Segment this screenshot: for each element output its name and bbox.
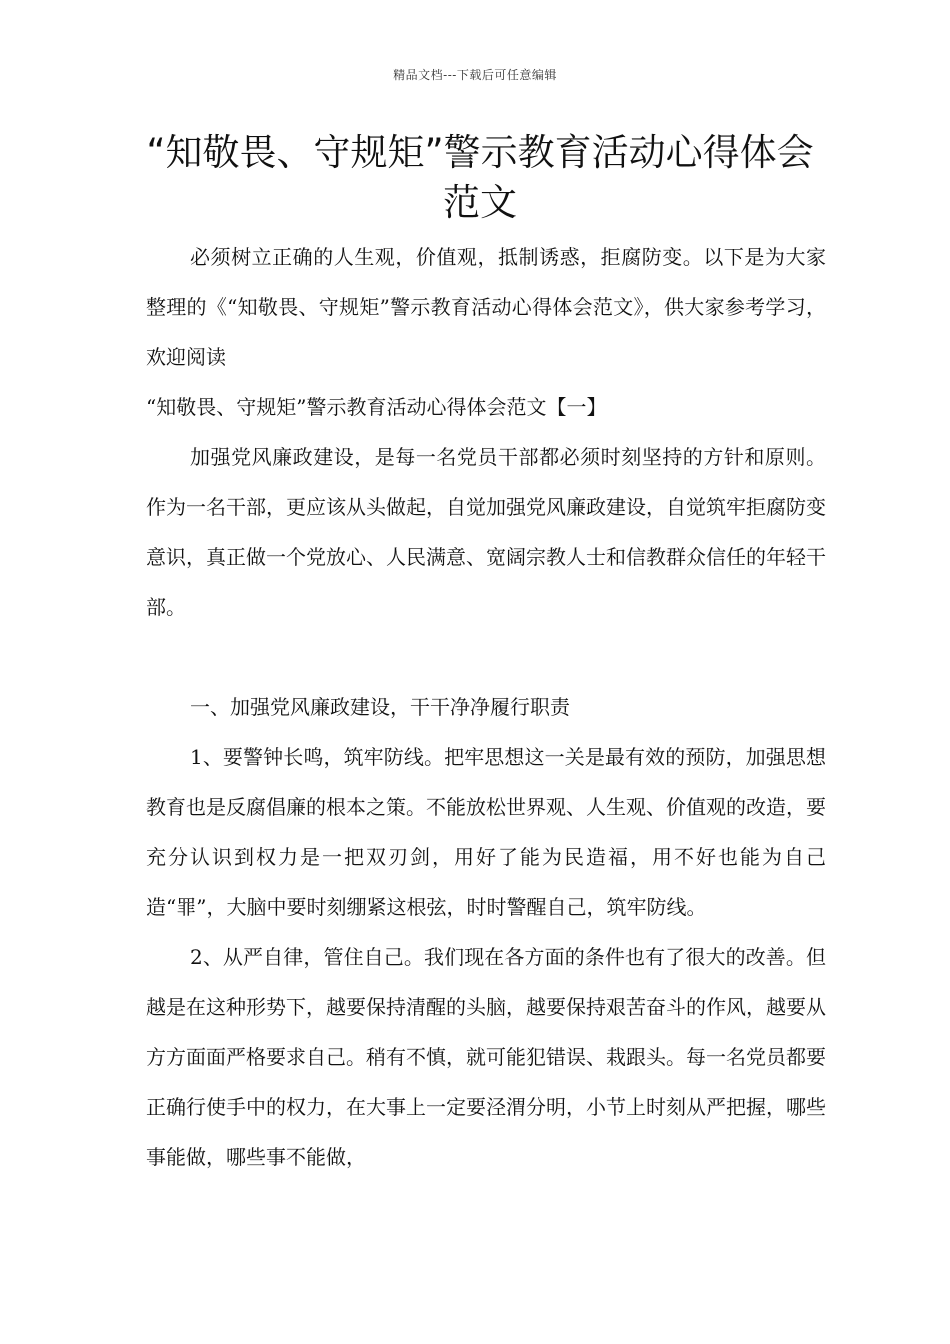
intro-paragraph: 必须树立正确的人生观，价值观，抵制诱惑，拒腐防变。以下是为大家整理的《“知敬畏、守规矩”警示教育活动心得体会范文》，供大家参考学习，欢迎阅读 xyxy=(146,245,826,369)
paragraph: 加强党风廉政建设，是每一名党员干部都必须时刻坚持的方针和原则。作为一名干部，更应该从头做起，自觉加强党风廉政建设，自觉筑牢拒腐防变意识，真正做一个党放心、人民满意、宽阔宗教人士和信教群众信任的年轻干部。 xyxy=(146,445,826,619)
document-title: “知敬畏、守规矩”警示教育活动心得体会范文 xyxy=(146,131,814,224)
point-paragraph: 2、从严自律，管住自己。我们现在各方面的条件也有了很大的改善。但越是在这种形势下，越要保持清醒的头脑，越要保持艰苦奋斗的作风，越要从方方面面严格要求自己。稍有不慎，就可能犯错误、栽跟头。每一名党员都要正确行使手中的权力，在大事上一定要泾渭分明，小节上时刻从严把握，哪些事能做，哪些事不能做， xyxy=(146,945,826,1169)
point-paragraph: 1、要警钟长鸣，筑牢防线。把牢思想这一关是最有效的预防，加强思想教育也是反腐倡廉的根本之策。不能放松世界观、人生观、价值观的改造，要充分认识到权力是一把双刃剑，用好了能为民造福，用不好也能为自己造“罪”，大脑中要时刻绷紧这根弦，时时警醒自己，筑牢防线。 xyxy=(146,745,826,919)
header-note: 精品文档---下载后可任意编辑 xyxy=(393,68,557,82)
section-heading: “知敬畏、守规矩”警示教育活动心得体会范文【一】 xyxy=(146,395,607,419)
spacer xyxy=(146,632,826,682)
document-body xyxy=(146,232,826,1182)
subheading: 一、加强党风廉政建设，干干净净履行职责 xyxy=(190,695,570,719)
